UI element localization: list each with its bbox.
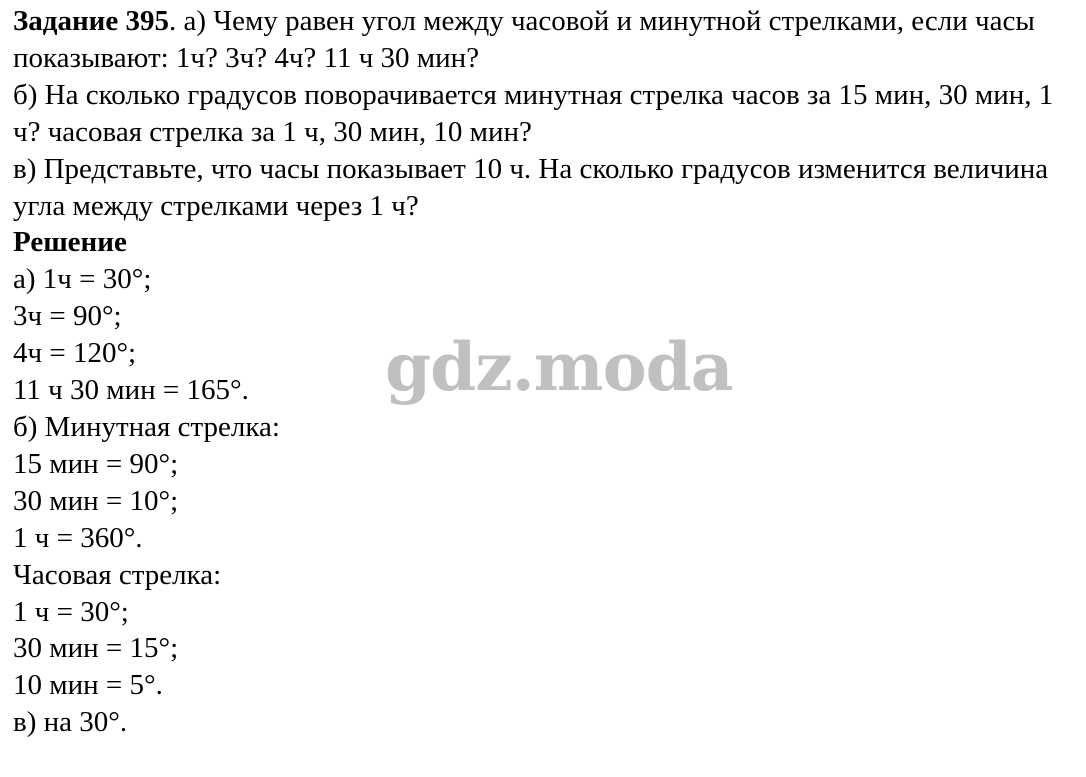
task-label: Задание 395 bbox=[13, 5, 170, 37]
solution-line: 1 ч = 360°. bbox=[13, 521, 143, 554]
task-part-a-text: . а) Чему равен угол между часовой и минутной стрелками, если часы показывают: 1ч? 3ч? 4ч? 11 ч 30 мин? bbox=[13, 5, 1035, 74]
solution-line: 10 мин = 5°. bbox=[13, 669, 163, 702]
task-part-b: б) На сколько градусов поворачивается минутная стрелка часов за 15 мин, 30 мин, 1 ч? часовая стрелка за 1 ч, 30 мин, 10 мин? bbox=[13, 78, 1054, 148]
solution-line: 15 мин = 90°; bbox=[13, 447, 179, 480]
solution-line: Часовая стрелка: bbox=[13, 558, 222, 591]
solution-line: в) на 30°. bbox=[13, 706, 128, 739]
solution-line: 11 ч 30 мин = 165°. bbox=[13, 374, 249, 407]
solution-line: 30 мин = 10°; bbox=[13, 484, 179, 517]
task-part-a bbox=[13, 3, 1079, 77]
solution-line: 30 мин = 15°; bbox=[13, 632, 179, 665]
solution-line: б) Минутная стрелка: bbox=[13, 410, 280, 443]
task-part-c: в) Представьте, что часы показывает 10 ч. На сколько градусов изменится величина угла между стрелками через 1 ч? bbox=[13, 152, 1049, 222]
solution-heading: Решение bbox=[13, 226, 127, 259]
solution-line: а) 1ч = 30°; bbox=[13, 263, 152, 296]
solution-line: 3ч = 90°; bbox=[13, 300, 122, 333]
solution-line: 1 ч = 30°; bbox=[13, 595, 129, 628]
watermark-logo: gdz.moda bbox=[385, 328, 733, 406]
solution-line: 4ч = 120°; bbox=[13, 337, 137, 370]
